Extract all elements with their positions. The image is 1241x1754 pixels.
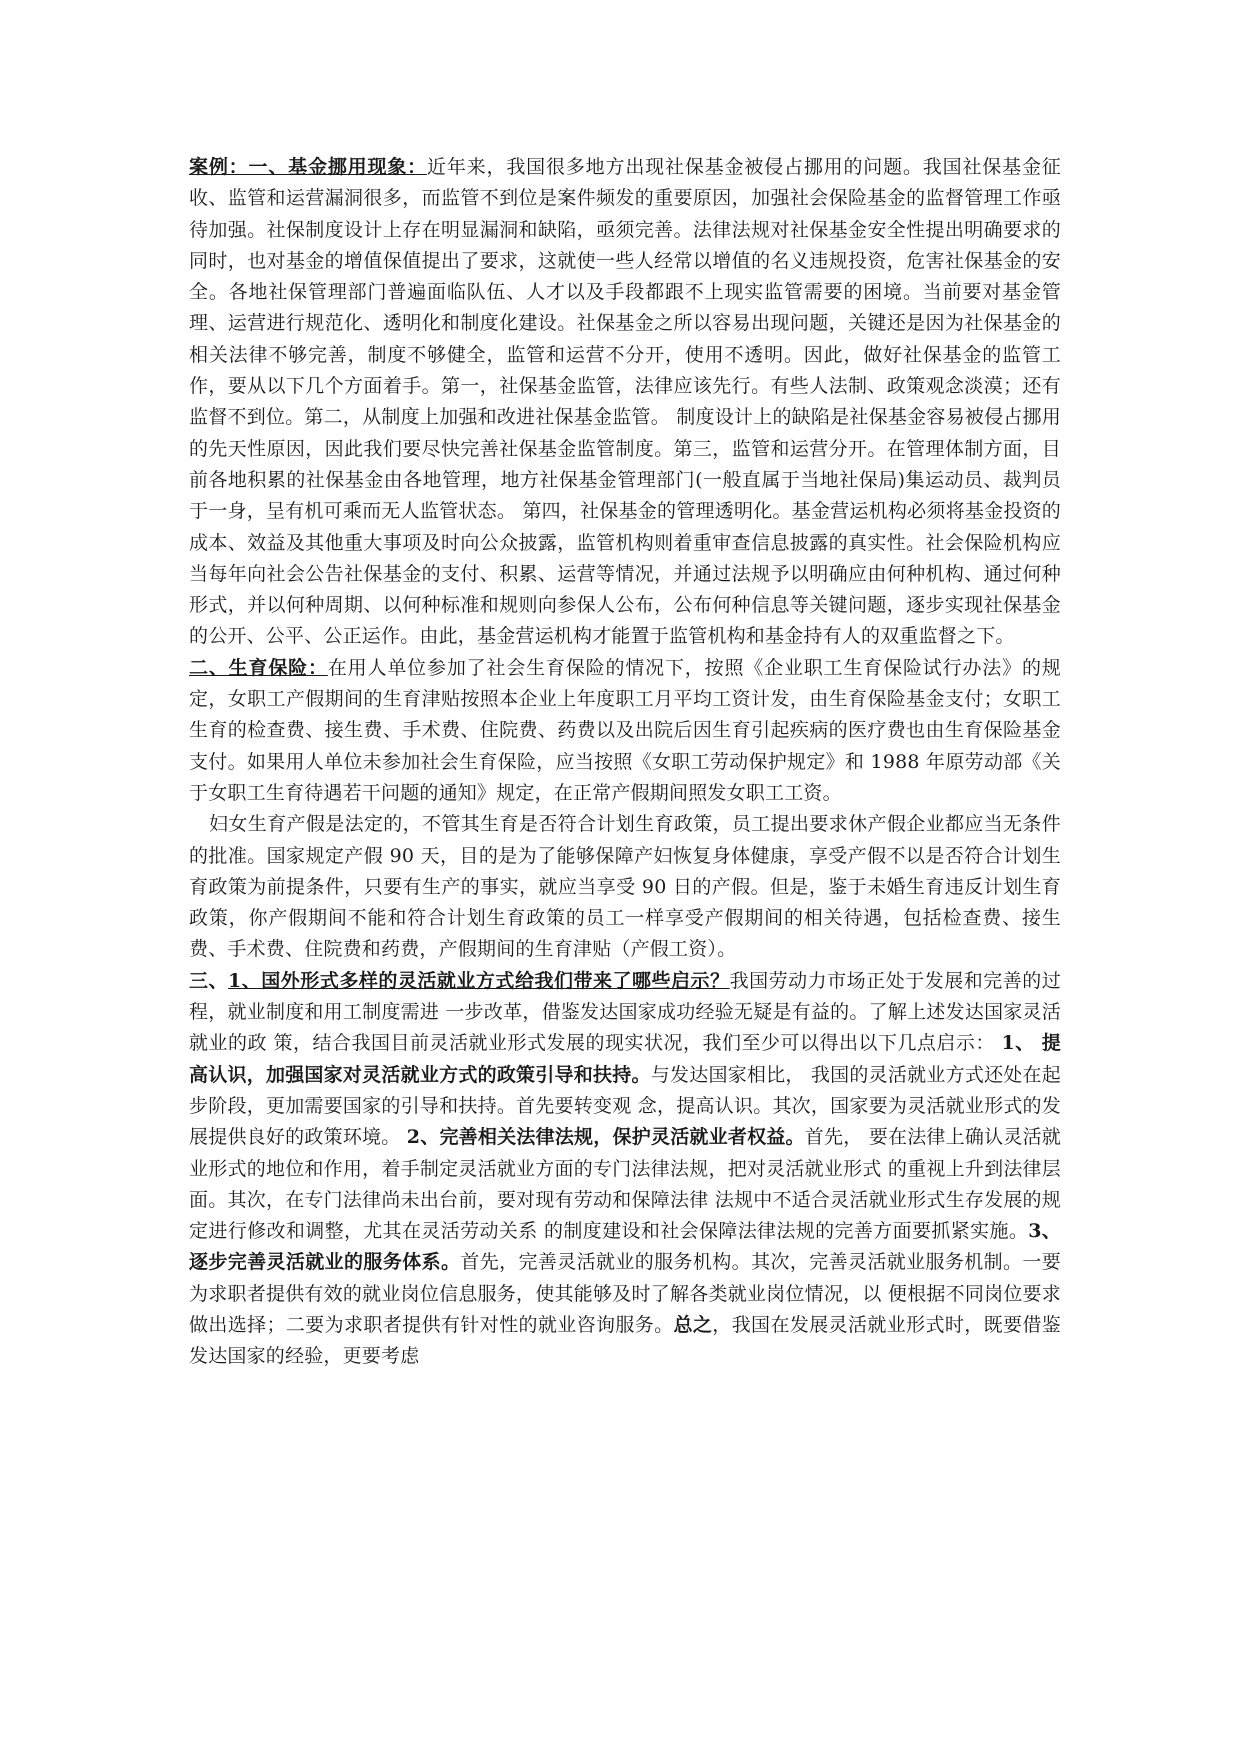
key-point-4: 总之 [673,1313,713,1336]
section-fund-misuse [189,152,1061,653]
section-flexible-employment [189,966,1061,1373]
key-point-2: 2、完善相关法律法规，保护灵活就业者权益。 [406,1126,805,1149]
section-maternity-insurance [189,653,1061,809]
section-text: ，我国在发展灵活就业形式时，既要借鉴发达国家的经验，更要考虑 [189,1313,1061,1368]
section-heading: 案例：一、基金挪用现象： [189,156,427,178]
maternity-leave-paragraph [189,809,1061,965]
section-text: 近年来，我国很多地方出现社保基金被侵占挪用的问题。我国社保基金征收、监管和运营漏洞很多，而监管不到位是案件频发的重要原因，加强社会保险基金的监督管理工作亟待加强。社保制度设计上存在明显漏洞和缺陷，亟须完善。法律法规对社保基金安全性提出明确要求的同时，也对基金的增值保值提出了要求，这就使一些人经常以增值的名义违规投资，危害社保基金的安全。各地社保管理部门普遍面临队伍、人才以及手段都跟不上现实监管需要的困境。当前要对基金管理、运营进行规范化、透明化和制度化建设。社保基金之所以容易出现问题，关键还是因为社保基金的相关法律不够完善，制度不够健全，监管和运营不分开，使用不透明。因此，做好社保基金的监管工作，要从以下几个方面着手。第一，社保基金监管，法律应该先行。有些人法制、政策观念淡漠；还有监督不到位。第二，从制度上加强和改进社保基金监管。 制度设计上的缺陷是社保基金容易被侵占挪用的先天性原因，因此我们要尽快完善社保基金监管制度。第三，监管和运营分开。在管理体制方面，目前各地积累的社保基金由各地管理，地方社保基金管理部门(一般直属于当地社保局)集运动员、裁判员于一身，呈有机可乘而无人监管状态。 第四，社保基金的管理透明化。基金营运机构必须将基金投资的成本、效益及其他重大事项及时向公众披露，监管机构则着重审查信息披露的真实性。社会保险机构应当每年向社会公告社保基金的支付、积累、运营等情况，并通过法规予以明确应由何种机构、通过何种形式，并以何种周期、以何种标准和规则向参保人公布，公布何种信息等关键问题，逐步实现社保基金的公开、公平、公正运作。由此，基金营运机构才能置于监管机构和基金持有人的双重监督之下。 [189,156,1062,648]
section-text: 首先， 要在法律上确认灵活就 业形式的地位和作用，着手制定灵活就业方面的专门法律法规，把对灵活就业形式 的重视上升到法律层面。其次，在专门法律尚未出台前，要对现有劳动和保障法律 法规中不适合灵活就业形式生存发展的规定进行修改和调整，尤其在灵活劳动关系 的制度建设和社会保障法律法规的完善方面要抓紧实施。 [189,1126,1061,1243]
section-heading: 1、国外形式多样的灵活就业方式给我们带来了哪些启示？ [228,969,730,992]
section-text: 首先，完善灵活就业的服务机构。其次，完善灵活就业服务机制。一要 为求职者提供有效的就业岗位信息服务，使其能够及时了解各类就业岗位情况，以 便根据不同岗位要求做出选择；二要为求职者提供有针对性的就业咨询服务。 [189,1251,1061,1336]
section-text: 我国劳动力市场正处于发展和完善的过程，就业制度和用工制度需进 一步改革，借鉴发达国家成功经验无疑是有益的。了解上述发达国家灵活就业的政 策，结合我国目前灵活就业形式发展的现实状况，我们至少可以得出以下几点启示： [189,969,1062,1055]
section-number: 三、 [189,969,229,992]
section-heading: 二、生育保险： [189,656,328,679]
key-point-3: 3、逐步完善灵活就业的服务体系。 [189,1220,1062,1274]
section-text: 与发达国家相比， 我国的灵活就业方式还处在起步阶段，更加需要国家的引导和扶持。首先要转变观 念，提高认识。其次，国家要为灵活就业形式的发展提供良好的政策环境。 [189,1063,1061,1149]
document-body [189,152,1061,1373]
key-point-1: 1、 提高认识，加强国家对灵活就业方式的政策引导和扶持。 [189,1032,1061,1086]
section-text: 在用人单位参加了社会生育保险的情况下，按照《企业职工生育保险试行办法》的规定，女职工产假期间的生育津贴按照本企业上年度职工月平均工资计发，由生育保险基金支付；女职工生育的检查费、接生费、手术费、住院费、药费以及出院后因生育引起疾病的医疗费也由生育保险基金支付。如果用人单位未参加社会生育保险，应当按照《女职工劳动保护规定》和 1988 年原劳动部《关于女职工生育待遇若干问题的通知》规定，在正常产假期间照发女职工工资。 [189,656,1061,804]
paragraph-text: 妇女生育产假是法定的，不管其生育是否符合计划生育政策，员工提出要求休产假企业都应当无条件的批准。国家规定产假 90 天，目的是为了能够保障产妇恢复身体健康，享受产假不以是否符合计划生育政策为前提条件，只要有生产的事实，就应当享受 90 日的产假。但是，鉴于未婚生育违反计划生育政策，你产假期间不能和符合计划生育政策的员工一样享受产假期间的相关待遇，包括检查费、接生费、手术费、住院费和药费，产假期间的生育津贴（产假工资）。 [189,813,1061,961]
